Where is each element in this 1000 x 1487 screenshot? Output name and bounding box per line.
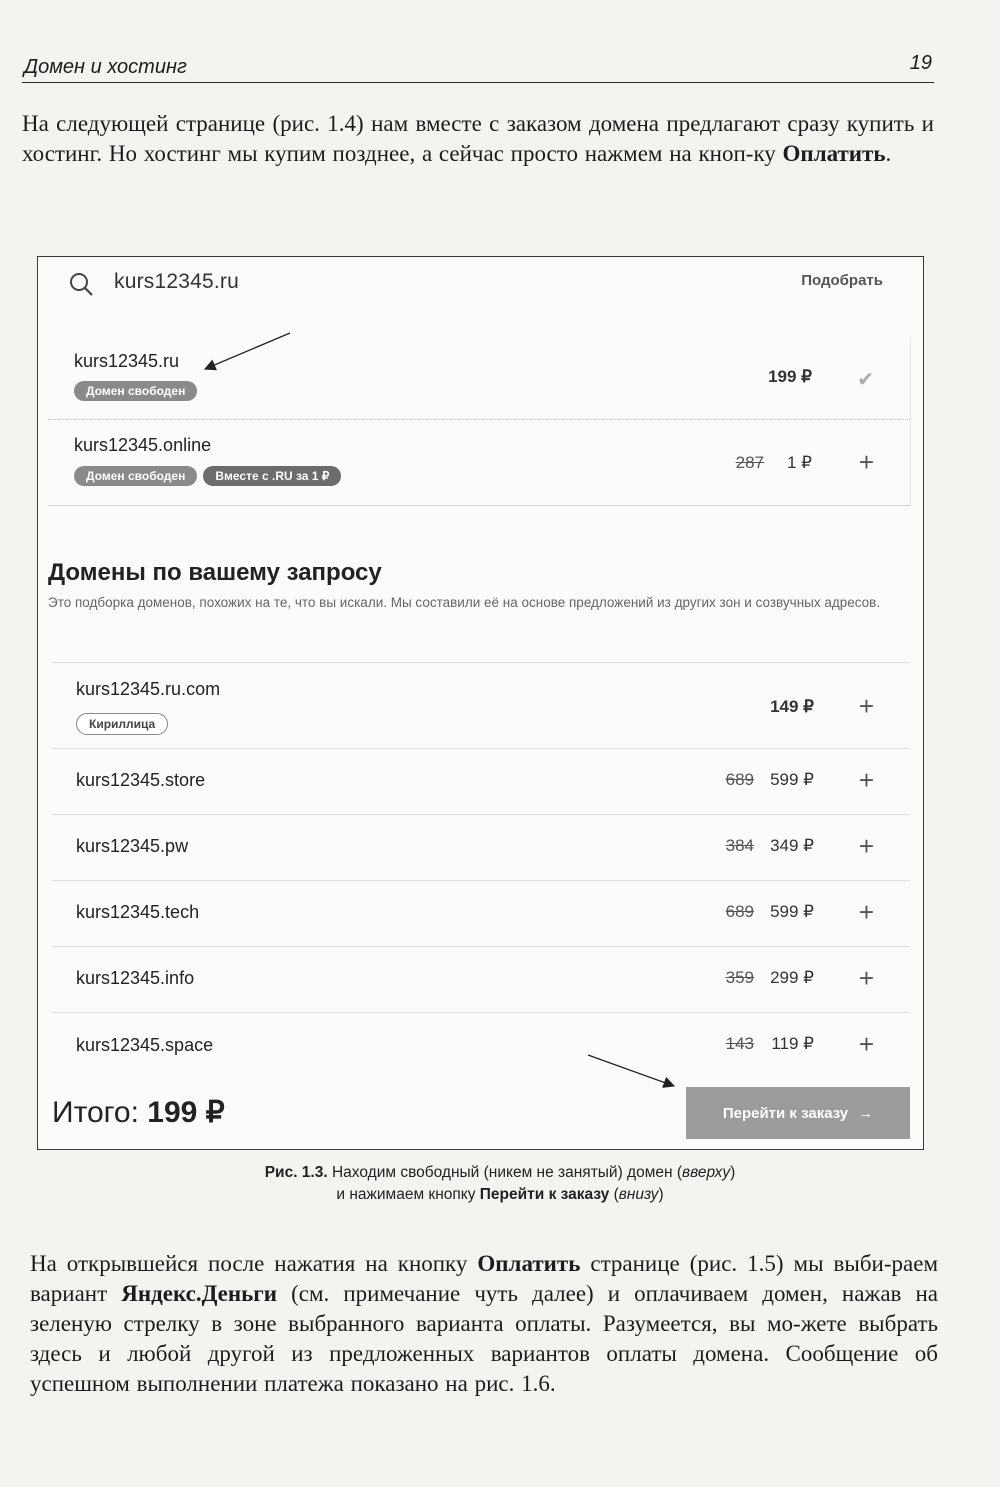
top-results-card	[48, 337, 911, 506]
plus-icon[interactable]: +	[858, 963, 874, 993]
arrow-right-icon: →	[858, 1104, 874, 1122]
caption-end: )	[730, 1164, 736, 1181]
old-price: 359	[725, 968, 754, 987]
price: 199 ₽	[768, 367, 812, 386]
plus-icon[interactable]: +	[858, 765, 874, 795]
domain-name: kurs12345.online	[74, 435, 212, 455]
price: 149 ₽	[770, 697, 814, 716]
divider	[48, 419, 910, 420]
cyrillic-badge: Кириллица	[76, 713, 168, 735]
price: 119 ₽	[771, 1034, 814, 1053]
caption-text: и нажимаем кнопку	[336, 1186, 480, 1203]
domain-name: kurs12345.info	[76, 968, 195, 988]
list-item[interactable]	[52, 662, 910, 749]
plus-icon[interactable]: +	[858, 447, 874, 477]
figure-caption-line2	[0, 1186, 1000, 1204]
check-icon[interactable]: ✔	[857, 369, 874, 391]
old-price: 287	[735, 453, 764, 472]
list-item[interactable]	[52, 748, 910, 815]
order-total	[52, 1095, 225, 1130]
figure-caption-line1	[0, 1164, 1000, 1182]
paragraph-bold: Яндекс.Деньги	[121, 1281, 278, 1306]
badge-group	[74, 466, 341, 486]
old-price: 689	[725, 770, 754, 789]
list-item[interactable]	[52, 946, 910, 1013]
caption-text: Находим свободный (никем не занятый) домен (	[327, 1164, 683, 1181]
price: 349 ₽	[770, 836, 814, 855]
figure-label: Рис. 1.3.	[264, 1164, 328, 1181]
price: 299 ₽	[770, 968, 814, 987]
search-icon[interactable]	[68, 271, 94, 297]
old-price: 143	[725, 1034, 754, 1053]
search-input[interactable]: kurs12345.ru	[114, 270, 239, 293]
plus-icon[interactable]: +	[858, 897, 874, 927]
list-item[interactable]	[52, 1012, 910, 1079]
go-to-order-button[interactable]	[686, 1087, 910, 1139]
list-item[interactable]	[52, 880, 910, 947]
paragraph-text: На открывшейся после нажатия на кнопку	[30, 1251, 478, 1276]
caption-italic: внизу	[618, 1186, 659, 1203]
price: 599 ₽	[770, 902, 814, 921]
total-value: 199 ₽	[147, 1096, 225, 1129]
promo-badge: Вместе с .RU за 1 ₽	[203, 466, 341, 486]
domain-name: kurs12345.pw	[76, 836, 189, 856]
caption-mid: (	[609, 1186, 619, 1203]
domain-name: kurs12345.ru	[74, 351, 180, 371]
price: 1 ₽	[787, 453, 812, 472]
paragraph-intro-end: .	[885, 141, 892, 166]
badge-group	[74, 381, 197, 401]
running-head	[22, 52, 934, 83]
total-label: Итого:	[52, 1096, 139, 1129]
paragraph-text: странице (рис. 1.5) мы выби-раем вариант	[30, 1251, 938, 1306]
pick-button[interactable]: Подобрать	[801, 272, 883, 289]
price: 599 ₽	[770, 770, 814, 789]
old-price: 384	[725, 836, 754, 855]
section-title: Домены по вашему запросу	[48, 559, 382, 586]
domain-name: kurs12345.store	[76, 770, 206, 790]
paragraph-text: (см. примечание чуть далее) и оплачиваем домен, нажав на зеленую стрелку в зоне выбранного варианта оплаты. Разумеется, вы мо-жете выбрать здесь и любой другой из предложенных вариантов оплаты домена. Сообщение об успешном выполнении платежа показано на рис. 1.6.	[30, 1281, 938, 1396]
go-to-order-label: Перейти к заказу	[722, 1104, 849, 1122]
plus-icon[interactable]: +	[858, 1029, 874, 1059]
domain-name: kurs12345.ru.com	[76, 679, 221, 699]
status-badge: Домен свободен	[74, 381, 197, 401]
status-badge: Домен свободен	[74, 466, 197, 486]
plus-icon[interactable]: +	[858, 691, 874, 721]
paragraph-intro	[22, 109, 934, 169]
top-result-row[interactable]	[48, 421, 910, 505]
section-description: Это подборка доменов, похожих на те, что вы искали. Мы составили её на основе предложений из других зон и созвучных адресов.	[48, 595, 881, 610]
page-number: 19	[909, 52, 932, 74]
running-title: Домен и хостинг	[24, 56, 187, 78]
plus-icon[interactable]: +	[858, 831, 874, 861]
domain-name: kurs12345.space	[76, 1035, 214, 1055]
figure-domain-search	[37, 256, 924, 1150]
paragraph-payment	[30, 1249, 938, 1399]
caption-italic: вверху	[682, 1164, 731, 1181]
list-item[interactable]	[52, 814, 910, 881]
domain-name: kurs12345.tech	[76, 902, 200, 922]
old-price: 689	[725, 902, 754, 921]
caption-bold: Перейти к заказу	[479, 1186, 610, 1203]
caption-end: )	[658, 1186, 664, 1203]
top-result-row[interactable]	[48, 337, 910, 419]
paragraph-intro-text: На следующей странице (рис. 1.4) нам вместе с заказом домена предлагают сразу купить и хостинг. Но хостинг мы купим позднее, а сейчас просто нажмем на кноп-ку	[22, 111, 934, 166]
paragraph-intro-bold: Оплатить	[782, 141, 886, 166]
paragraph-bold: Оплатить	[477, 1251, 581, 1276]
search-bar[interactable]	[38, 257, 923, 317]
